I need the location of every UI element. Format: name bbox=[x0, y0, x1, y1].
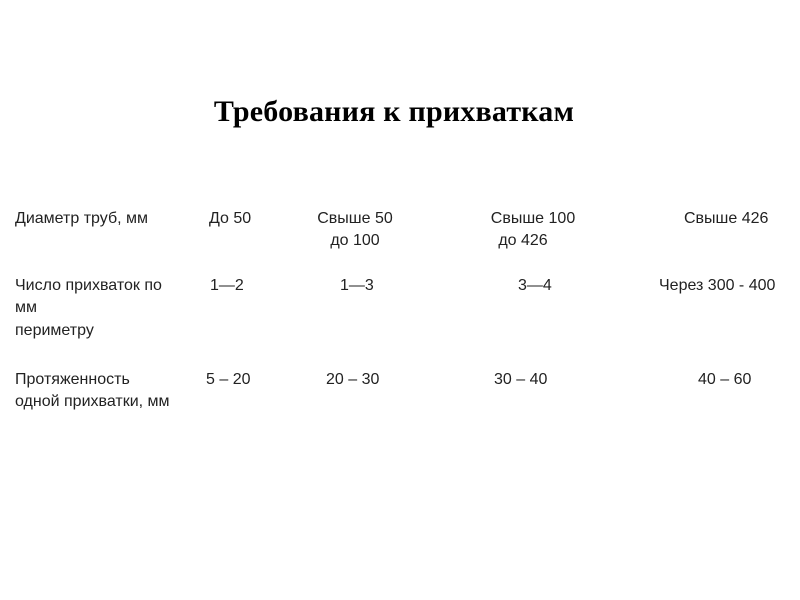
cell-tack-count-col3: 3—4 bbox=[518, 277, 552, 294]
cell-diameter-col1: До 50 bbox=[209, 210, 252, 227]
row-label-tack-length-line2: одной прихватки, мм bbox=[15, 393, 170, 410]
row-label-tack-length-line1: Протяженность bbox=[15, 371, 130, 388]
cell-tack-length-col1: 5 – 20 bbox=[206, 371, 251, 388]
cell-tack-length-col2: 20 – 30 bbox=[326, 371, 380, 388]
page-title bbox=[0, 92, 800, 132]
cell-tack-count-col1: 1—2 bbox=[210, 277, 244, 294]
cell-tack-count-col4: Через 300 - 400 bbox=[659, 277, 776, 294]
cell-tack-count-col2: 1—3 bbox=[340, 277, 374, 294]
row-label-tack-count-line1: Число прихваток по bbox=[15, 277, 162, 294]
cell-diameter-col2-line1: Свыше 50 bbox=[317, 210, 393, 227]
cell-diameter-col3-line2: до 426 bbox=[498, 232, 548, 249]
cell-diameter-col4: Свыше 426 bbox=[684, 210, 769, 227]
cell-tack-length-col3: 30 – 40 bbox=[494, 371, 548, 388]
row-label-tack-count-line2: мм bbox=[15, 299, 37, 316]
cell-diameter-col3-line1: Свыше 100 bbox=[490, 210, 576, 227]
cell-diameter-col2-line2: до 100 bbox=[330, 232, 380, 249]
cell-tack-length-col4: 40 – 60 bbox=[698, 371, 752, 388]
row-label-tack-count-line3: периметру bbox=[15, 322, 94, 339]
row-label-diameter: Диаметр труб, мм bbox=[15, 210, 148, 227]
page-title-text: Требования к прихваткам bbox=[213, 95, 575, 128]
